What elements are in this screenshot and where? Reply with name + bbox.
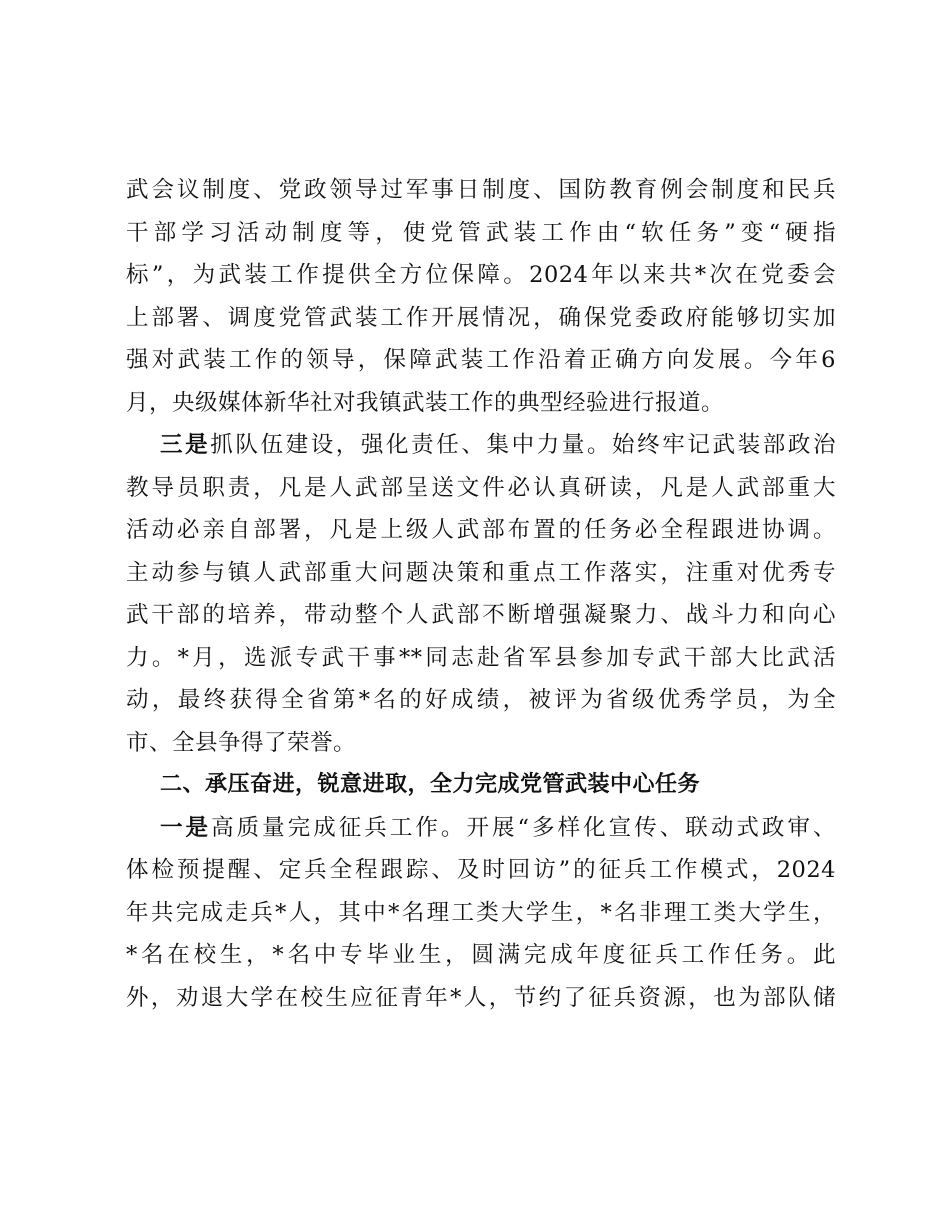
text-line: 武会议制度、党政领导过军事日制度、国防教育例会制度和民兵	[126, 177, 836, 203]
text-line: 教导员职责，凡是人武部呈送文件必认真研读，凡是人武部重大	[126, 474, 836, 501]
paragraph-recruitment	[126, 807, 836, 1020]
paragraph-team-building	[126, 424, 836, 764]
text-line: 动，最终获得全省第*名的好成绩，被评为省级优秀学员，为全	[126, 687, 836, 713]
section-heading: 二、承压奋进，锐意进取，全力完成党管武装中心任务	[160, 772, 701, 797]
text-line: 标”，为武装工作提供全方位保障。2024年以来共*次在党委会	[126, 262, 836, 288]
text-line: 力。*月，选派专武干事**同志赴省军县参加专武干部大比武活	[126, 644, 836, 671]
paragraph-text: 高质量完成征兵工作。开展“多样化宣传、联动式政审、	[211, 814, 836, 841]
text-line: 武干部的培养，带动整个人武部不断增强凝聚力、战斗力和向心	[126, 602, 836, 628]
text-line: 市、全县争得了荣誉。	[126, 729, 357, 756]
text-line: 体检预提醒、定兵全程跟踪、及时回访”的征兵工作模式，2024	[126, 857, 836, 883]
text-line	[126, 424, 836, 467]
paragraph-text: 抓队伍建设，强化责任、集中力量。始终牢记武装部政治	[210, 432, 836, 458]
document-page	[126, 169, 836, 1019]
text-line: 上部署、调度党管武装工作开展情况，确保党委政府能够切实加	[126, 304, 836, 331]
text-line	[126, 807, 836, 850]
text-line: 强对武装工作的领导，保障武装工作沿着正确方向发展。今年6	[126, 347, 836, 373]
paragraph-party-system	[126, 169, 836, 424]
paragraph-lead: 三是	[160, 432, 211, 458]
text-line: *名在校生，*名中专毕业生，圆满完成年度征兵工作任务。此	[126, 942, 836, 968]
text-line: 月，央级媒体新华社对我镇武装工作的典型经验进行报道。	[126, 389, 725, 416]
text-line: 主动参与镇人武部重大问题决策和重点工作落实，注重对优秀专	[126, 559, 836, 586]
text-line: 干部学习活动制度等，使党管武装工作由“软任务”变“硬指	[126, 219, 836, 246]
text-line: 活动必亲自部署，凡是上级人武部布置的任务必全程跟进协调。	[126, 517, 836, 543]
paragraph-lead: 一是	[160, 814, 212, 841]
text-line: 年共完成走兵*人，其中*名理工类大学生，*名非理工类大学生，	[126, 899, 836, 926]
text-line: 外，劝退大学在校生应征青年*人，节约了征兵资源，也为部队储	[126, 984, 836, 1011]
